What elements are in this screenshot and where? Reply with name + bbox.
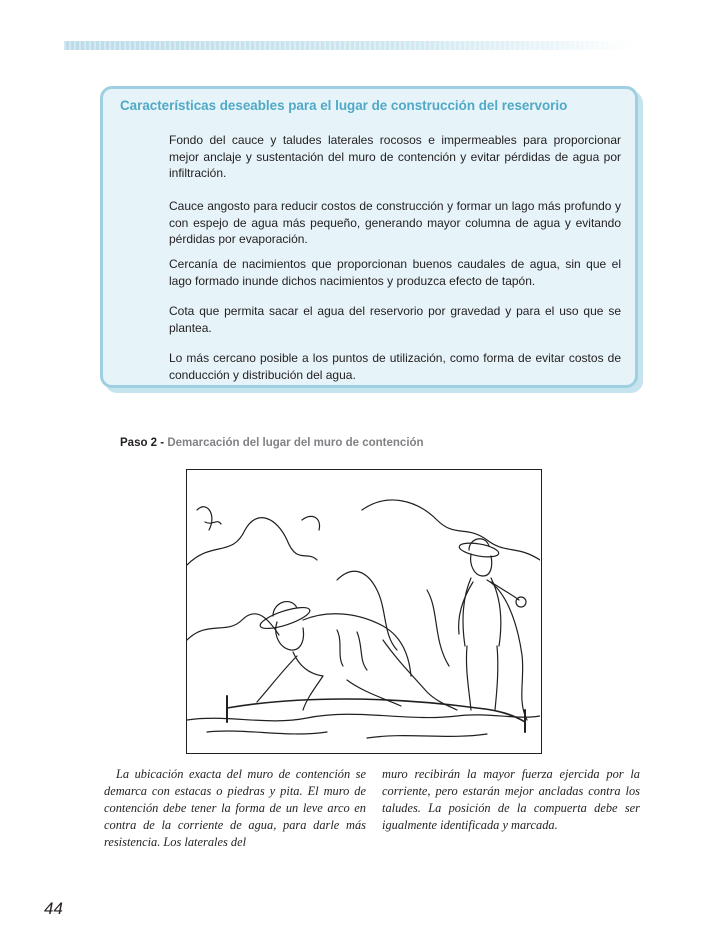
list-item [139,350,621,383]
rock-outline [487,580,527,720]
marking-string [227,699,525,722]
shirt-fold [337,630,367,670]
boy-body [463,578,501,646]
man-chest [293,652,323,676]
hat-brim [458,541,499,560]
rock-outline [187,614,279,640]
page-number: 44 [44,899,63,918]
rock-outline [427,590,449,666]
list-item-text: Cota que permita sacar el agua del reservorio por gravedad y para el uso que se plantea. [169,304,621,335]
rock-outline [337,571,397,650]
list-item [139,256,621,289]
boy-leg [466,646,497,710]
rock-outline [302,516,320,530]
caption-left-column: La ubicación exacta del muro de contención se demarca con estacas o piedras y pita. El muro de contención debe tener la forma de un leve arco en contra de la corriente de agua, para darle más resistencia. Los laterales del [104,767,366,849]
step-number: Paso 2 - [120,437,165,449]
rock-outline [197,507,221,530]
box-title: Características deseables para el lugar de construcción del reservorio [120,98,568,113]
step-heading [120,437,424,449]
step-title: Demarcación del lugar del muro de contención [167,437,424,449]
man-arm [303,676,323,710]
list-item-text: Lo más cercano posible a los puntos de utilización, como forma de evitar costos de conducción y distribución del agua. [169,351,621,382]
ground-line [187,714,540,721]
list-item-text: Cercanía de nacimientos que proporcionan buenos caudales de agua, sin que el lago formado inunde dichos nacimientos y produzca efecto de tapón. [169,257,621,288]
hat-brim [258,603,312,632]
ground-line [207,731,487,738]
rock-outline [187,518,317,565]
string-roll [516,597,526,607]
header-decorative-bar [64,41,634,50]
caption-right-column: muro recibirán la mayor fuerza ejercida por la corriente, pero estarán mejor ancladas contra los taludes. La posición de la compuerta debe ser igualmente identificada y marcada. [382,767,640,832]
list-item [139,198,621,248]
man-leg [347,680,401,706]
characteristics-box [100,86,638,388]
man-back [303,614,411,676]
boy-arm [491,582,519,600]
list-item-text: Fondo del cauce y taludes laterales rocosos e impermeables para proporcionar mejor anclaje y sustentación del muro de contención y evitar pérdidas de agua por infiltración. [169,133,621,180]
man-arm [257,656,297,702]
list-item [139,303,621,336]
marking-wall-illustration [186,469,542,754]
list-item [139,132,621,182]
list-item-text: Cauce angosto para reducir costos de construcción y formar un lago más profundo y con espejo de agua más pequeño, generando mayor columna de agua y evitando pérdidas por evaporación. [169,199,621,246]
boy-arm [459,582,473,634]
rock-outline [362,500,540,560]
